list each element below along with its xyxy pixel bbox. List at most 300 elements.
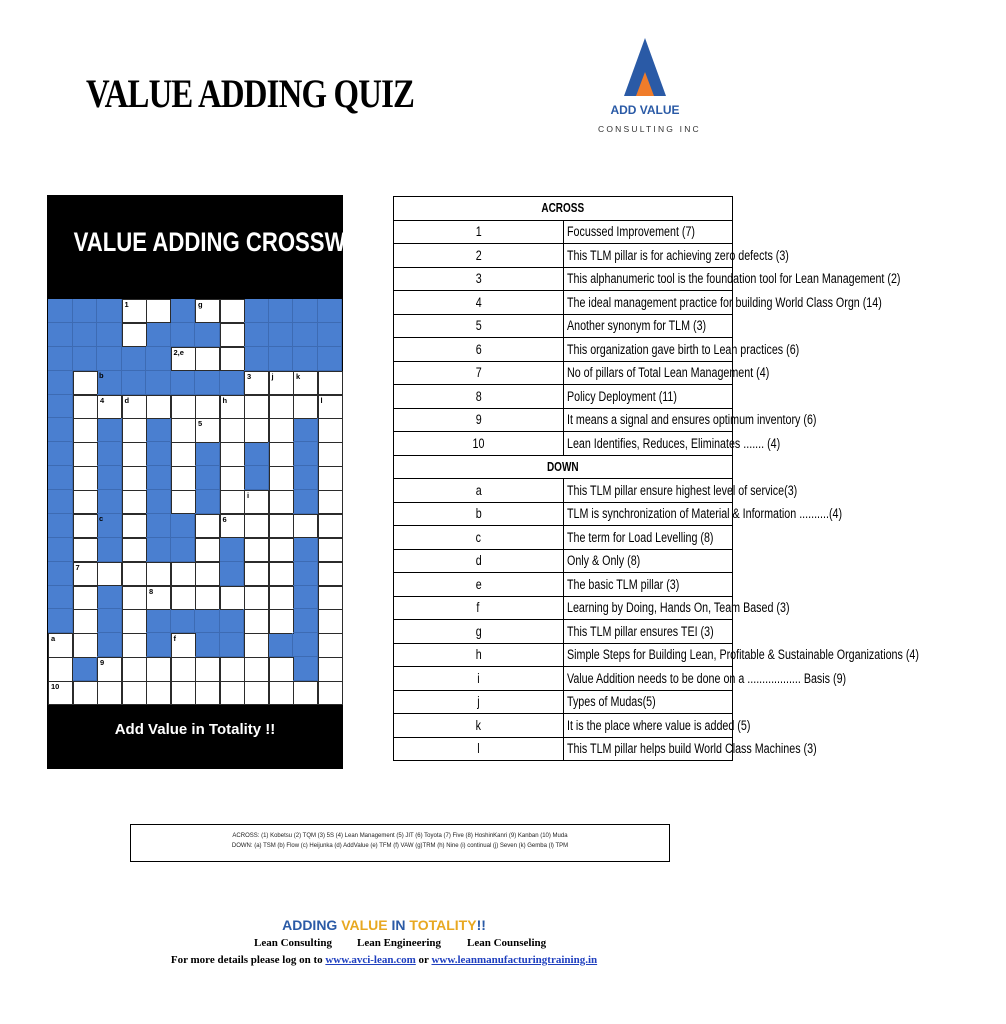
crossword-cell[interactable] — [195, 418, 220, 442]
crossword-cell[interactable] — [220, 681, 245, 705]
crossword-cell[interactable] — [146, 657, 171, 681]
crossword-cell[interactable] — [122, 466, 147, 490]
crossword-cell[interactable] — [195, 681, 220, 705]
crossword-cell[interactable] — [244, 681, 269, 705]
clue-text: Lean Identifies, Reduces, Eliminates ....... (4) — [566, 435, 780, 451]
across-header-row — [394, 197, 733, 221]
crossword-block — [195, 490, 220, 514]
clue-text: Simple Steps for Building Lean, Profitable & Sustainable Organizations (4) — [566, 647, 919, 663]
crossword-block — [293, 586, 318, 610]
crossword-block — [97, 538, 122, 562]
crossword-cell[interactable] — [220, 514, 245, 538]
clue-key: 7 — [475, 365, 482, 381]
crossword-block — [48, 538, 73, 562]
clue-text: Types of Mudas(5) — [566, 694, 656, 710]
down-header-row — [394, 455, 733, 479]
link-avci-lean[interactable]: www.avci-lean.com — [325, 954, 416, 966]
crossword-block — [73, 347, 98, 371]
crossword-cell[interactable] — [146, 395, 171, 419]
clue-key: 10 — [472, 435, 485, 451]
tagline-part-3: IN — [387, 917, 410, 933]
crossword-cell[interactable] — [244, 609, 269, 633]
crossword-cell[interactable] — [195, 347, 220, 371]
clue-key: f — [476, 600, 480, 616]
crossword-block — [269, 323, 294, 347]
crossword-cell[interactable] — [73, 395, 98, 419]
crossword-cell[interactable] — [220, 586, 245, 610]
crossword-cell[interactable] — [171, 657, 196, 681]
crossword-cell[interactable] — [171, 490, 196, 514]
crossword-cell[interactable] — [220, 347, 245, 371]
clue-key: 5 — [475, 318, 482, 334]
crossword-cell[interactable] — [269, 371, 294, 395]
crossword-block — [146, 442, 171, 466]
cell-number: d — [124, 395, 130, 405]
crossword-cell[interactable] — [122, 609, 147, 633]
details-prefix: For more details please log on to — [170, 954, 326, 966]
clue-row — [394, 291, 733, 315]
crossword-cell[interactable] — [122, 562, 147, 586]
crossword-cell[interactable] — [48, 681, 73, 705]
crossword-block — [293, 442, 318, 466]
crossword-cell[interactable] — [220, 466, 245, 490]
crossword-cell[interactable] — [269, 514, 294, 538]
crossword-cell[interactable] — [171, 633, 196, 657]
crossword-block — [146, 490, 171, 514]
crossword-cell[interactable] — [269, 442, 294, 466]
crossword-cell[interactable] — [293, 371, 318, 395]
clue-text: The term for Load Levelling (8) — [566, 529, 713, 545]
crossword-block — [48, 442, 73, 466]
crossword-cell[interactable] — [122, 323, 147, 347]
crossword-cell[interactable] — [220, 299, 245, 323]
crossword-block — [293, 609, 318, 633]
crossword-cell[interactable] — [293, 681, 318, 705]
crossword-cell[interactable] — [122, 418, 147, 442]
tagline-part-2: VALUE — [341, 917, 388, 933]
crossword-block — [244, 442, 269, 466]
crossword-block — [220, 633, 245, 657]
crossword-cell[interactable] — [244, 395, 269, 419]
clue-text: TLM is synchronization of Material & Information ..........(4) — [566, 506, 842, 522]
crossword-block — [171, 371, 196, 395]
clue-text: No of pillars of Total Lean Management (4) — [566, 365, 769, 381]
tagline — [0, 917, 768, 933]
cell-number: g — [198, 300, 203, 309]
clue-key: i — [477, 670, 480, 686]
crossword-block — [48, 323, 73, 347]
crossword-cell[interactable] — [269, 681, 294, 705]
crossword-block — [97, 323, 122, 347]
crossword-block — [146, 514, 171, 538]
crossword-cell[interactable] — [318, 466, 343, 490]
crossword-block — [171, 538, 196, 562]
clue-row — [394, 479, 733, 503]
cell-number: 5 — [198, 419, 203, 429]
crossword-block — [48, 490, 73, 514]
crossword-cell[interactable] — [122, 681, 147, 705]
crossword-cell[interactable] — [244, 538, 269, 562]
crossword-cell[interactable] — [171, 562, 196, 586]
crossword-block — [220, 371, 245, 395]
crossword-cell[interactable] — [269, 395, 294, 419]
clue-row — [394, 338, 733, 362]
clue-row — [394, 361, 733, 385]
cell-number: 1 — [124, 300, 129, 309]
crossword-cell[interactable] — [171, 442, 196, 466]
clue-key: 9 — [475, 412, 482, 428]
clue-text: The ideal management practice for building World Class Orgn (14) — [566, 294, 882, 310]
crossword-cell[interactable] — [244, 562, 269, 586]
crossword-block — [171, 323, 196, 347]
cell-number: k — [296, 371, 301, 381]
crossword-block — [97, 347, 122, 371]
answers-down: DOWN: (a) TSM (b) Flow (c) Heijunka (d) AddValue (e) TFM (f) VAW (g)TRM (h) Nine (i) continual (j) Seven (k) Gemba (l) TPM — [231, 843, 569, 849]
cell-number: 7 — [75, 562, 80, 572]
crossword-cell[interactable] — [146, 299, 171, 323]
crossword-cell[interactable] — [73, 586, 98, 610]
crossword-cell[interactable] — [318, 395, 343, 419]
crossword-cell[interactable] — [171, 466, 196, 490]
crossword-cell[interactable] — [48, 657, 73, 681]
crossword-cell[interactable] — [244, 514, 269, 538]
clue-key: j — [477, 694, 480, 710]
crossword-block — [171, 299, 196, 323]
cell-number: 10 — [51, 682, 60, 692]
crossword-block — [220, 562, 245, 586]
cell-number: 6 — [222, 514, 227, 524]
crossword-cell[interactable] — [122, 657, 147, 681]
clue-text: The basic TLM pillar (3) — [566, 576, 679, 592]
logo-tagline: CONSULTING INC — [598, 124, 701, 134]
crossword-block — [244, 347, 269, 371]
crossword-cell[interactable] — [220, 490, 245, 514]
crossword-cell[interactable] — [73, 490, 98, 514]
crossword-block — [48, 418, 73, 442]
crossword-block — [48, 347, 73, 371]
crossword-cell[interactable] — [73, 514, 98, 538]
crossword-block — [293, 299, 318, 323]
crossword-cell[interactable] — [318, 562, 343, 586]
crossword-cell[interactable] — [318, 418, 343, 442]
clue-text: This TLM pillar is for achieving zero defects (3) — [566, 247, 789, 263]
crossword-block — [269, 633, 294, 657]
crossword-cell[interactable] — [122, 299, 147, 323]
cell-number: i — [247, 491, 250, 501]
crossword-cell[interactable] — [318, 657, 343, 681]
crossword-block — [318, 299, 343, 323]
crossword-block — [97, 609, 122, 633]
crossword-cell[interactable] — [318, 538, 343, 562]
crossword-grid — [48, 299, 342, 705]
service-lean-consulting: Lean Consulting — [254, 937, 332, 949]
crossword-cell[interactable] — [122, 395, 147, 419]
cell-number: 9 — [100, 658, 105, 668]
clue-row — [394, 737, 733, 761]
clue-key: 6 — [475, 341, 482, 357]
clue-text: This TLM pillar helps build World Class Machines (3) — [566, 741, 817, 757]
crossword-cell[interactable] — [171, 418, 196, 442]
crossword-cell[interactable] — [122, 514, 147, 538]
crossword-block — [220, 538, 245, 562]
crossword-cell[interactable] — [73, 633, 98, 657]
crossword-cell[interactable] — [171, 347, 196, 371]
clue-row — [394, 502, 733, 526]
crossword-cell[interactable] — [318, 609, 343, 633]
clue-key: a — [475, 482, 482, 498]
crossword-cell[interactable] — [269, 538, 294, 562]
crossword-cell[interactable] — [195, 657, 220, 681]
crossword-cell[interactable] — [318, 681, 343, 705]
crossword-cell[interactable] — [220, 323, 245, 347]
crossword-block — [171, 609, 196, 633]
link-lean-training[interactable]: www.leanmanufacturingtraining.in — [431, 954, 598, 966]
crossword-cell[interactable] — [318, 586, 343, 610]
crossword-cell[interactable] — [73, 538, 98, 562]
crossword-cell[interactable] — [195, 538, 220, 562]
crossword-block — [73, 299, 98, 323]
crossword-block — [293, 657, 318, 681]
crossword-cell[interactable] — [293, 395, 318, 419]
crossword-title: VALUE ADDING CROSSWORD — [73, 227, 395, 257]
crossword-cell[interactable] — [146, 586, 171, 610]
crossword-cell[interactable] — [73, 418, 98, 442]
crossword-cell[interactable] — [171, 395, 196, 419]
crossword-block — [146, 633, 171, 657]
crossword-block — [318, 347, 343, 371]
clue-row — [394, 643, 733, 667]
crossword-cell[interactable] — [269, 562, 294, 586]
crossword-cell[interactable] — [269, 609, 294, 633]
clue-row — [394, 573, 733, 597]
crossword-block — [97, 490, 122, 514]
clue-key: 4 — [475, 294, 482, 310]
crossword-block — [73, 323, 98, 347]
clue-key: 1 — [475, 224, 482, 240]
crossword-cell[interactable] — [73, 466, 98, 490]
crossword-block — [48, 514, 73, 538]
crossword-block — [244, 466, 269, 490]
crossword-cell[interactable] — [244, 633, 269, 657]
cell-number: 2,e — [173, 347, 184, 357]
crossword-cell[interactable] — [220, 657, 245, 681]
crossword-cell[interactable] — [318, 442, 343, 466]
crossword-cell[interactable] — [122, 633, 147, 657]
crossword-cell[interactable] — [122, 586, 147, 610]
tagline-part-5: !! — [476, 917, 486, 933]
crossword-block — [97, 442, 122, 466]
clue-row — [394, 526, 733, 550]
clues-table — [393, 196, 919, 761]
page-title: VALUE ADDING QUIZ — [86, 71, 415, 116]
clue-key: c — [475, 529, 481, 545]
clue-key: b — [475, 506, 482, 522]
crossword-cell[interactable] — [269, 466, 294, 490]
crossword-cell[interactable] — [122, 538, 147, 562]
crossword-cell[interactable] — [318, 514, 343, 538]
crossword-block — [195, 633, 220, 657]
crossword-block — [293, 562, 318, 586]
cell-number: b — [99, 370, 104, 380]
crossword-cell[interactable] — [73, 609, 98, 633]
service-lean-counseling: Lean Counseling — [467, 937, 547, 949]
clue-text: It means a signal and ensures optimum inventory (6) — [566, 412, 816, 428]
crossword-block — [48, 562, 73, 586]
crossword-cell[interactable] — [244, 490, 269, 514]
crossword-panel — [47, 195, 395, 769]
clue-key: 2 — [475, 247, 482, 263]
logo-name: ADD VALUE — [610, 103, 680, 117]
clue-key: 8 — [475, 388, 482, 404]
crossword-cell[interactable] — [269, 657, 294, 681]
clue-row — [394, 314, 733, 338]
crossword-block — [97, 418, 122, 442]
answers-box — [130, 824, 670, 862]
crossword-block — [97, 299, 122, 323]
cell-number: j — [271, 371, 274, 381]
crossword-cell[interactable] — [244, 371, 269, 395]
crossword-cell[interactable] — [269, 490, 294, 514]
crossword-block — [48, 371, 73, 395]
clue-row — [394, 220, 733, 244]
crossword-block — [146, 418, 171, 442]
cell-number: h — [222, 395, 228, 405]
clue-row — [394, 385, 733, 409]
crossword-block — [146, 538, 171, 562]
clue-text: Only & Only (8) — [566, 553, 640, 569]
crossword-block — [97, 514, 122, 538]
crossword-block — [146, 371, 171, 395]
crossword-block — [97, 586, 122, 610]
crossword-block — [195, 609, 220, 633]
crossword-block — [48, 609, 73, 633]
answers-across: ACROSS: (1) Kobetsu (2) TQM (3) 5S (4) Lean Management (5) JIT (6) Toyota (7) Five (8) HoshinKanri (9) Kanban (10) Muda — [232, 833, 568, 839]
details-mid: or — [415, 954, 432, 966]
crossword-block — [48, 586, 73, 610]
crossword-block — [195, 371, 220, 395]
crossword-cell[interactable] — [220, 442, 245, 466]
crossword-cell[interactable] — [73, 562, 98, 586]
clue-row — [394, 267, 733, 291]
crossword-cell[interactable] — [220, 418, 245, 442]
crossword-cell[interactable] — [97, 395, 122, 419]
across-header: ACROSS — [541, 201, 585, 215]
crossword-block — [171, 514, 196, 538]
crossword-cell[interactable] — [318, 371, 343, 395]
tagline-part-4: TOTALITY — [409, 917, 477, 933]
crossword-block — [220, 609, 245, 633]
clue-row — [394, 690, 733, 714]
cell-number: 8 — [149, 586, 154, 596]
crossword-cell[interactable] — [97, 681, 122, 705]
crossword-cell[interactable] — [220, 395, 245, 419]
crossword-block — [244, 323, 269, 347]
crossword-cell[interactable] — [48, 633, 73, 657]
crossword-block — [122, 371, 147, 395]
crossword-cell[interactable] — [195, 514, 220, 538]
crossword-footer: Add Value in Totality !! — [114, 721, 276, 738]
cell-number: 4 — [100, 395, 105, 405]
clue-key: e — [475, 576, 482, 592]
crossword-block — [195, 466, 220, 490]
crossword-block — [48, 395, 73, 419]
crossword-block — [269, 347, 294, 371]
crossword-cell[interactable] — [195, 395, 220, 419]
crossword-block — [244, 299, 269, 323]
crossword-cell[interactable] — [122, 442, 147, 466]
crossword-cell[interactable] — [171, 586, 196, 610]
clue-row — [394, 620, 733, 644]
clue-text: This alphanumeric tool is the foundation tool for Lean Management (2) — [566, 271, 900, 287]
clue-text: Focussed Improvement (7) — [566, 224, 695, 240]
crossword-block — [195, 323, 220, 347]
crossword-cell[interactable] — [171, 681, 196, 705]
clue-key: l — [477, 741, 480, 757]
clue-row — [394, 667, 733, 691]
crossword-cell[interactable] — [97, 562, 122, 586]
crossword-cell[interactable] — [318, 490, 343, 514]
crossword-block — [146, 609, 171, 633]
crossword-block — [122, 347, 147, 371]
crossword-cell[interactable] — [269, 418, 294, 442]
crossword-block — [195, 442, 220, 466]
crossword-cell[interactable] — [195, 586, 220, 610]
crossword-cell[interactable] — [73, 371, 98, 395]
clue-row — [394, 408, 733, 432]
clue-row — [394, 596, 733, 620]
crossword-cell[interactable] — [146, 681, 171, 705]
clue-key: d — [475, 553, 482, 569]
cell-number: 3 — [247, 371, 252, 381]
crossword-block — [293, 418, 318, 442]
clue-key: k — [475, 717, 481, 733]
cell-number: c — [99, 513, 104, 523]
crossword-block — [318, 323, 343, 347]
cell-number: f — [173, 634, 176, 644]
clue-text: This organization gave birth to Lean practices (6) — [566, 341, 799, 357]
crossword-cell[interactable] — [97, 657, 122, 681]
crossword-cell[interactable] — [195, 562, 220, 586]
clue-row — [394, 432, 733, 456]
clue-text: Value Addition needs to be done on a .................. Basis (9) — [566, 670, 846, 686]
crossword-cell[interactable] — [73, 681, 98, 705]
crossword-block — [48, 466, 73, 490]
crossword-cell[interactable] — [73, 442, 98, 466]
crossword-cell[interactable] — [269, 586, 294, 610]
crossword-cell[interactable] — [122, 490, 147, 514]
crossword-block — [293, 323, 318, 347]
crossword-cell[interactable] — [318, 633, 343, 657]
clue-text: It is the place where value is added (5) — [566, 717, 750, 733]
clue-key: 3 — [475, 271, 482, 287]
clue-text: This TLM pillar ensures TEI (3) — [566, 623, 714, 639]
cell-number: l — [320, 395, 323, 405]
crossword-block — [146, 347, 171, 371]
crossword-cell[interactable] — [244, 657, 269, 681]
crossword-cell[interactable] — [293, 514, 318, 538]
service-lean-engineering: Lean Engineering — [357, 937, 442, 949]
clue-key: g — [475, 623, 482, 639]
clue-text: Another synonym for TLM (3) — [566, 318, 706, 334]
crossword-cell[interactable] — [244, 418, 269, 442]
crossword-cell[interactable] — [244, 586, 269, 610]
crossword-block — [269, 299, 294, 323]
crossword-cell[interactable] — [195, 299, 220, 323]
down-header: DOWN — [547, 459, 579, 474]
crossword-cell[interactable] — [146, 562, 171, 586]
details-line — [0, 954, 768, 966]
crossword-block — [97, 371, 122, 395]
